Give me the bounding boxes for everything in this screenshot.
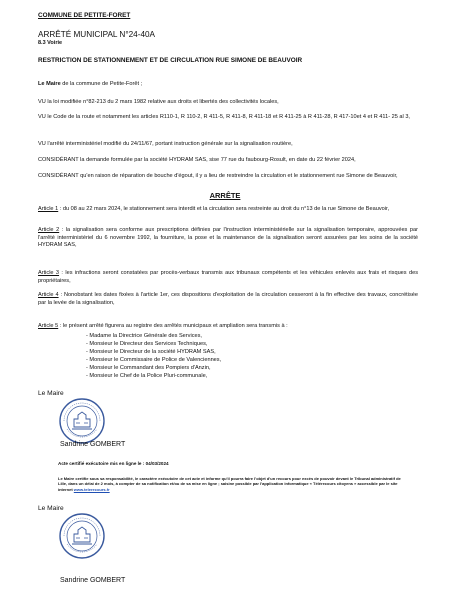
signature-name: Sandrine GOMBERT (60, 441, 126, 448)
maire-rest: de la commune de Petite-Forêt ; (60, 81, 143, 87)
preamble-vu-arrete: VU l'arrêté interministériel modifié du 24/11/67, portant instruction générale sur la signalisation routière, (38, 141, 293, 147)
list-item: - Monsieur le Chef de la Police Pluri-communale, (86, 372, 208, 379)
article-text: : les infractions seront constatées par procès-verbaux transmis aux tribunaux compétents et les véhicules enlevés aux frais et risques des propriétaires, (38, 270, 418, 284)
article-text: : le présent arrêté figurera au registre des arrêtés municipaux et ampliation sera transmis à : (58, 323, 288, 329)
article-text: : la signalisation sera conforme aux prescriptions définies par l'instruction interministérielle sur la signalisation temporaire, approuvées par l'arrêté interministériel du 6 novembre 1992, la fourniture, la pose et la maintenance de la signalisation seront assurées par les soins de la société HYDRAM SAS, (38, 227, 418, 249)
preamble-considerant-demande: CONSIDÉRANT la demande formulée par la société HYDRAM SAS, sise 77 rue du faubourg-Rosult, en date du 22 février 2024, (38, 157, 356, 163)
arrete-number: ARRÊTÉ MUNICIPAL N°24-40A (38, 30, 156, 39)
list-item: - Monsieur le Commissaire de Police de Valenciennes, (86, 356, 222, 363)
article-2 (38, 227, 418, 250)
legal-note (58, 476, 410, 492)
signature-name-2: Sandrine GOMBERT (60, 577, 126, 584)
list-item: - Monsieur le Commandant des Pompiers d'Anzin, (86, 364, 211, 371)
maire-bold: Le Maire (38, 81, 61, 87)
article-4 (38, 292, 418, 307)
mairie-seal-icon (58, 512, 106, 560)
preamble-maire (38, 81, 418, 89)
article-3 (38, 270, 418, 285)
article-5 (38, 323, 418, 331)
commune-name: COMMUNE DE PETITE-FORET (38, 12, 131, 19)
recipient-list (86, 333, 221, 380)
preamble-vu-loi: VU la loi modifiée n°82-213 du 2 mars 1982 relative aux droits et libertés des collectivités locales, (38, 99, 279, 105)
decision-heading: ARRÊTE (209, 191, 241, 200)
article-text: : Nonobstant les dates fixées à l'article 1er, ces dispositions d'exploitation de la circulation cesseront à la fin effective des travaux, concrétisée par la levée de la signalisation, (38, 292, 418, 306)
article-label: Article 2 (38, 227, 60, 233)
signature-role-2: Le Maire (38, 505, 64, 512)
article-label: Article 4 (38, 292, 59, 298)
document-title: RESTRICTION DE STATIONNEMENT ET DE CIRCULATION RUE SIMONE DE BEAUVOIR (38, 57, 303, 64)
article-label: Article 3 (38, 270, 60, 276)
preamble-vu-code-route: VU le Code de la route et notamment les articles R110-1, R 110-2, R 411-5, R 411-8, R 411-18 et R 411-25 à R 411-28, R 417-10et 4 et R 411- 25 al 3, (38, 114, 410, 120)
article-1 (38, 206, 418, 214)
signature-role: Le Maire (38, 390, 64, 397)
article-text: : du 08 au 22 mars 2024, le stationnement sera interdit et la circulation sera restreinte au droit du n°13 de la rue Simone de Beauvoir, (58, 206, 390, 212)
list-item: - Monsieur le Directeur des Services Techniques, (86, 340, 208, 347)
category-label: 8.3 Voirie (38, 40, 63, 46)
mairie-seal-icon (58, 397, 106, 445)
legal-note-text: Le Maire certifie sous sa responsabilité, le caractère exécutoire de cet acte et informe qu'il pourra faire l'objet d'un recours pour excès de pouvoir devant le Tribunal administratif de Lille, dans un délai de 2 mois, à compter de sa notification et/ou de sa mise en ligne ; saisine possible par l'application informatique « Télérecours citoyens » accessible par le site internet (58, 476, 401, 492)
acte-online-date: Acte certifié exécutoire mis en ligne le : 04/03/2024 (58, 461, 169, 466)
telerecours-link[interactable]: www.telerecours.fr (73, 486, 110, 492)
preamble-considerant-reparation: CONSIDÉRANT qu'en raison de réparation de bouche d'égout, il y a lieu de restreindre la circulation et le stationnement rue Simone de Beauvoir, (38, 173, 398, 179)
article-label: Article 1 (38, 206, 59, 212)
list-item: - Madame la Directrice Générale des Services, (86, 333, 202, 339)
article-label: Article 5 (38, 323, 59, 329)
list-item: - Monsieur le Directeur de la société HYDRAM SAS, (86, 348, 216, 355)
